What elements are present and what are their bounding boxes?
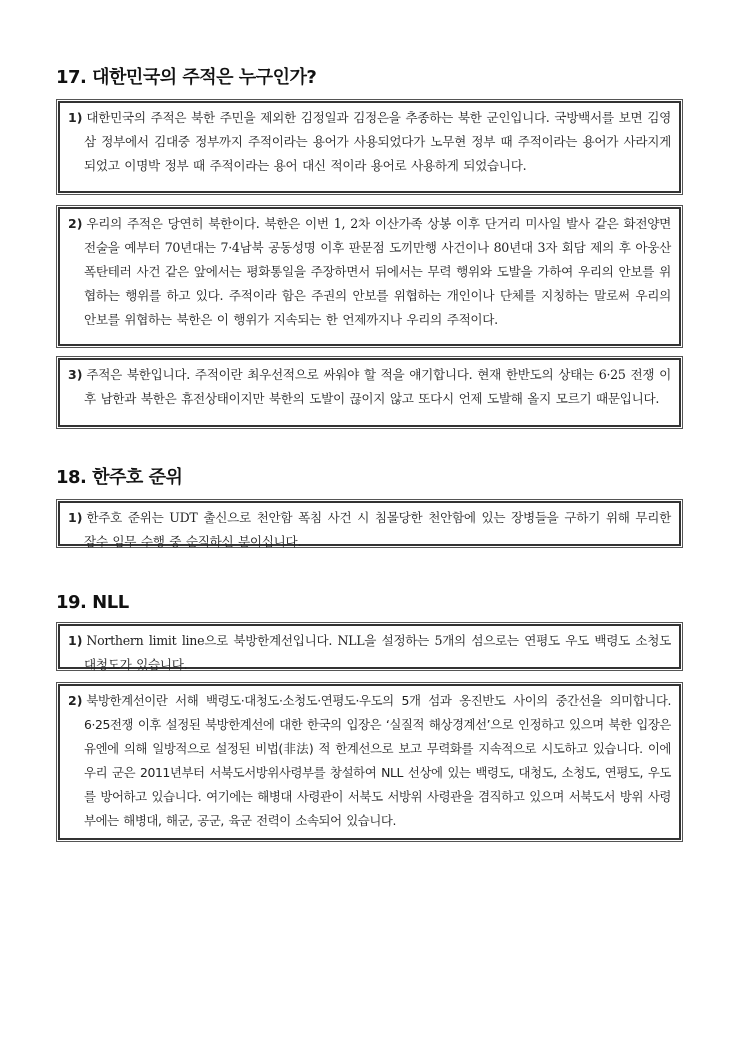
answer-text: 2) 북방한계선이란 서해 백령도·대청도·소청도·연평도·우도의 5개 섬과 옹진반도 사이의 중간선을 의미합니다. 6·25전쟁 이후 설정된 북방한계선에 대한 한국의 입장은 ‘실질적 해상경계선’으로 인정하고 있으며 북한 입장은 유엔에 의해 일방적으로 설정된 비법(非法) 적 한계선으로 보고 무력화를 지속적으로 시도하고 있습니다. 이에 우리 군은 2011년부터 서북도서방위사령부를 창설하여 NLL 선상에 있는 백령도, 대청도, 소청도, 연평도, 우도를 방어하고 있습니다. 여기에는 해병대 사령관이 서북도 서방위 사령관을 겸직하고 있으며 서북도서 방위 사령부에는 해병대, 해군, 공군, 육군 전력이 소속되어 있습니다. [68, 693, 671, 828]
answer-number: 2) [68, 216, 83, 231]
answer-number: 3) [68, 367, 83, 382]
answer-number: 1) [68, 510, 83, 525]
section-17-heading: 17. 대한민국의 주적은 누구인가? [56, 67, 317, 88]
answer-box-19-2 [56, 682, 683, 842]
answer-box-18-1 [56, 499, 683, 548]
answer-number: 1) [68, 110, 83, 125]
answer-text: 3) 주적은 북한입니다. 주적이란 최우선적으로 싸워야 할 적을 얘기합니다. 현재 한반도의 상태는 6·25 전쟁 이후 남한과 북한은 휴전상태이지만 북한의 도발이 끊이지 않고 또다시 언제 도발해 올지 모르기 때문입니다. [68, 367, 671, 406]
answer-text: 2) 우리의 주적은 당연히 북한이다. 북한은 이번 1, 2차 이산가족 상봉 이후 단거리 미사일 발사 같은 화전양면전술을 예부터 70년대는 7·4남북 공동성명 이후 판문점 도끼만행 사건이나 80년대 3자 회담 제의 후 아웅산 폭탄테러 사건 같은 앞에서는 평화통일을 주장하면서 뒤에서는 무력 행위와 도발을 가하여 우리의 안보를 위협하는 행위를 하고 있다. 주적이라 함은 주권의 안보를 위협하는 개인이나 단체를 지칭하는 말로써 우리의 안보를 위협하는 북한은 이 행위가 지속되는 한 언제까지나 우리의 주적이다. [68, 216, 671, 327]
answer-box-19-1 [56, 622, 683, 671]
answer-box-17-1 [56, 99, 683, 195]
section-18-heading: 18. 한주호 준위 [56, 467, 183, 488]
answer-text: 1) 대한민국의 주적은 북한 주민을 제외한 김정일과 김정은을 추종하는 북한 군인입니다. 국방백서를 보면 김영삼 정부에서 김대중 정부까지 주적이라는 용어가 사용되었다가 노무현 정부 때 주적이라는 용어가 사라지게 되었고 이명박 정부 때 주적이라는 용어 대신 적이라 용어로 사용하게 되었습니다. [68, 110, 671, 173]
answer-box-17-2 [56, 205, 683, 348]
answer-box-17-3 [56, 356, 683, 429]
answer-number: 1) [68, 633, 83, 648]
section-19-heading: 19. NLL [56, 592, 129, 613]
answer-text: 1) Northern limit line으로 북방한계선입니다. NLL을 설정하는 5개의 섬으로는 연평도 우도 백령도 소청도 대청도가 있습니다. [68, 633, 671, 672]
answer-number: 2) [68, 693, 83, 708]
answer-text: 1) 한주호 준위는 UDT 출신으로 천안함 폭침 사건 시 침몰당한 천안함에 있는 장병들을 구하기 위해 무리한 잠수 임무 수행 중 순직하신 분이십니다. [68, 510, 671, 549]
